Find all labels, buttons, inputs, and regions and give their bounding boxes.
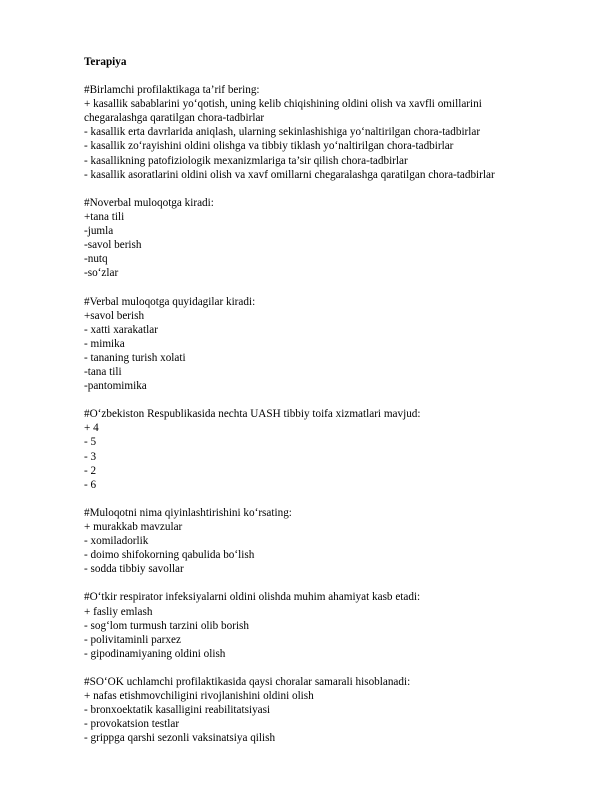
answer-line: +savol berish: [84, 309, 145, 322]
answer-line: chegaralashga qaratilgan chora-tadbirlar: [84, 112, 265, 125]
answer-line: - tananing turish xolati: [84, 351, 186, 364]
answer-line: - gipodinamiyaning oldini olish: [84, 647, 226, 660]
answer-line: - 5: [84, 436, 97, 449]
page-title: Terapiya: [84, 56, 127, 68]
document-page: [84, 55, 584, 760]
answer-line: + 4: [84, 422, 99, 435]
answer-line: -tana tili: [84, 365, 122, 378]
answer-line: - xomiladorlik: [84, 535, 149, 548]
answer-line: + murakkab mavzular: [84, 521, 183, 533]
answer-line: - kasallikning patofiziologik mexanizmlariga ta’sir qilish chora-tadbirlar: [84, 154, 408, 167]
question-block: [84, 196, 584, 281]
answer-line: + nafas etishmovchiligini rivojlanishini oldini olish: [84, 690, 314, 703]
question-block: [84, 675, 584, 745]
question-text: #SO‘OK uchlamchi profilaktikasida qaysi choralar samarali hisoblanadi:: [84, 676, 411, 689]
answer-line: + kasallik sabablarini yo‘qotish, uning kelib chiqishining oldini olish va xavfli omillarini: [84, 98, 482, 111]
answer-line: - doimo shifokorning qabulida bo‘lish: [84, 549, 255, 562]
question-block: [84, 407, 584, 492]
answer-line: - sog‘lom turmush tarzini olib borish: [84, 619, 249, 632]
question-block: [84, 506, 584, 576]
answer-line: - grippga qarshi sezonli vaksinatsiya qilish: [84, 732, 276, 745]
answer-line: - mimika: [84, 337, 125, 350]
answer-line: - 6: [84, 478, 97, 491]
answer-line: - provokatsion testlar: [84, 718, 180, 731]
question-block: [84, 295, 584, 394]
answer-line: - kasallik asoratlarini oldini olish va xavf omillarni chegaralashga qaratilgan chora-tadbirlar: [84, 168, 495, 181]
answer-line: - 3: [84, 450, 97, 463]
question-block: [84, 83, 584, 182]
answer-line: - kasallik erta davrlarida aniqlash, ularning sekinlashishiga yo‘naltirilgan chora-tadbirlar: [84, 126, 481, 139]
answer-line: - bronxoektatik kasalligini reabilitatsiyasi: [84, 704, 271, 717]
answer-line: +tana tili: [84, 210, 125, 223]
answer-line: -jumla: [84, 225, 114, 238]
answer-line: - 2: [84, 464, 97, 477]
answer-line: -pantomimika: [84, 380, 147, 393]
answer-line: + fasliy emlash: [84, 605, 153, 618]
question-text: #O‘zbekiston Respublikasida nechta UASH tibbiy toifa xizmatlari mavjud:: [84, 408, 421, 421]
question-text: #Verbal muloqotga quyidagilar kiradi:: [84, 295, 256, 308]
question-text: #Noverbal muloqotga kiradi:: [84, 196, 214, 209]
question-text: #O‘tkir respirator infeksiyalarni oldini olishda muhim ahamiyat kasb etadi:: [84, 591, 421, 604]
answer-line: -savol berish: [84, 239, 142, 252]
answer-line: - polivitaminli parxez: [84, 633, 181, 646]
question-block: [84, 590, 584, 660]
answer-line: - sodda tibbiy savollar: [84, 563, 184, 576]
question-text: #Birlamchi profilaktikaga ta’rif bering:: [84, 84, 260, 97]
answer-line: - xatti xarakatlar: [84, 323, 158, 336]
answer-line: -nutq: [84, 253, 108, 266]
answer-line: -so‘zlar: [84, 267, 119, 280]
answer-line: - kasallik zo‘rayishini oldini olishga va tibbiy tiklash yo‘naltirilgan chora-tadbirlar: [84, 140, 454, 153]
question-text: #Muloqotni nima qiyinlashtirishini ko‘rsating:: [84, 506, 292, 519]
